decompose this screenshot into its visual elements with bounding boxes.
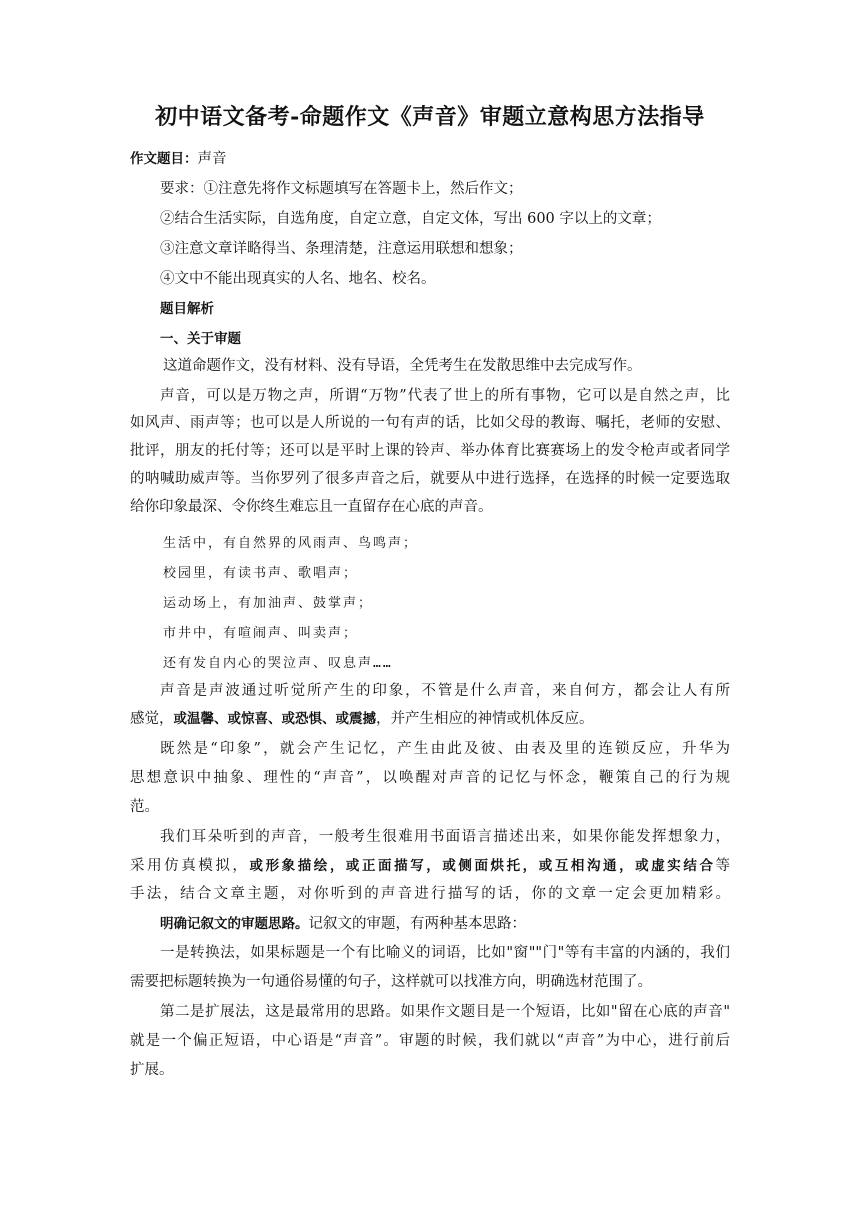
document-title: 初中语文备考-命题作文《声音》审题立意构思方法指导 [155, 104, 705, 130]
paragraph-6-bold: 明确记叙文的审题思路。 [160, 916, 309, 932]
topic-line [130, 149, 730, 169]
paragraph-5-bold: 或形象描绘，或正面描写，或侧面烘托，或互相沟通，或虚实结合 [249, 858, 716, 874]
paragraph-3-text: 感觉， [130, 711, 174, 727]
paragraph-2-line-2: 如风声、雨声等；也可以是人所说的一句有声的话，比如父母的教诲、嘱托，老师的安慰、 [130, 415, 730, 431]
paragraph-2-line-5: 给你印象最深、令你终生难忘且一直留存在心底的声音。 [130, 499, 493, 515]
poem-line-3: 运动场上，有加油声、鼓掌声； [163, 596, 374, 611]
requirement-2: ②结合生活实际，自选角度，自定立意，自定文体，写出 600 字以上的文章； [160, 211, 661, 227]
topic-label: 作文题目： [130, 151, 198, 167]
paragraph-4-line-2: 思想意识中抽象、理性的“声音”，以唤醒对声音的记忆与怀念，鞭策自己的行为规 [130, 770, 730, 786]
paragraph-3-bold: 或温馨、或惊喜、或恐惧、或震撼 [173, 711, 376, 727]
paragraph-4-line-1: 既然是“印象”，就会产生记忆，产生由此及彼、由表及里的连锁反应，升华为 [160, 741, 730, 757]
paragraph-2-line-3: 批评，朋友的托付等；还可以是平时上课的铃声、举办体育比赛赛场上的发令枪声或者同学 [130, 443, 730, 459]
paragraph-3-line-2 [130, 709, 730, 729]
paragraph-3-text-end: ，并产生相应的神情或机体反应。 [376, 711, 594, 727]
paragraph-6 [160, 914, 760, 934]
topic-value: 声音 [197, 151, 227, 167]
paragraph-7-line-1: 一是转换法，如果标题是一个有比喻义的词语，比如"窗""门"等有丰富的内涵的，我们 [160, 945, 730, 961]
paragraph-1: 这道命题作文，没有材料、没有导语，全凭考生在发散思维中去完成写作。 [163, 358, 642, 374]
requirement-1: 要求：①注意先将作文标题填写在答题卡上，然后作文； [160, 181, 523, 197]
poem-line-1: 生活中，有自然界的风雨声、鸟鸣声； [163, 536, 419, 551]
poem-line-5: 还有发自内心的哭泣声、叹息声…… [163, 656, 393, 671]
subheading-review: 一、关于审题 [160, 331, 241, 347]
requirement-3: ③注意文章详略得当、条理清楚，注意运用联想和想象； [160, 241, 523, 257]
poem-line-4: 市井中，有喧闹声、叫卖声； [163, 626, 359, 641]
paragraph-5-text-end: 等 [715, 858, 731, 874]
paragraph-4-line-3: 范。 [130, 799, 159, 815]
section-heading: 题目解析 [160, 301, 214, 317]
paragraph-8-line-2: 就是一个偏正短语，中心语是“声音”。审题的时候，我们就以“声音”为中心，进行前后 [130, 1033, 730, 1049]
paragraph-7-line-2: 需要把标题转换为一句通俗易懂的句子，这样就可以找准方向，明确选材范围了。 [130, 974, 652, 990]
paragraph-3-line-1: 声音是声波通过听觉所产生的印象，不管是什么声音，来自何方，都会让人有所 [160, 683, 730, 699]
paragraph-5-text: 采用仿真模拟， [130, 858, 250, 874]
paragraph-2-line-1: 声音，可以是万物之声，所谓“万物”代表了世上的所有事物，它可以是自然之声，比 [160, 388, 730, 404]
requirement-4: ④文中不能出现真实的人名、地名、校名。 [160, 271, 436, 287]
paragraph-5-line-1: 我们耳朵听到的声音，一般考生很难用书面语言描述出来，如果你能发挥想象力， [160, 829, 730, 845]
paragraph-2-line-4: 的呐喊助威声等。当你罗列了很多声音之后，就要从中进行选择，在选择的时候一定要选取 [130, 471, 730, 487]
poem-line-2: 校园里，有读书声、歌唱声； [163, 566, 359, 581]
paragraph-5-line-3: 手法，结合文章主题，对你听到的声音进行描写的话，你的文章一定会更加精彩。 [130, 886, 730, 902]
paragraph-5-line-2 [130, 856, 730, 876]
paragraph-6-text: 记叙文的审题，有两种基本思路： [308, 916, 526, 932]
paragraph-8-line-3: 扩展。 [130, 1062, 174, 1078]
paragraph-8-line-1: 第二是扩展法，这是最常用的思路。如果作文题目是一个短语，比如"留在心底的声音" [160, 1004, 730, 1020]
